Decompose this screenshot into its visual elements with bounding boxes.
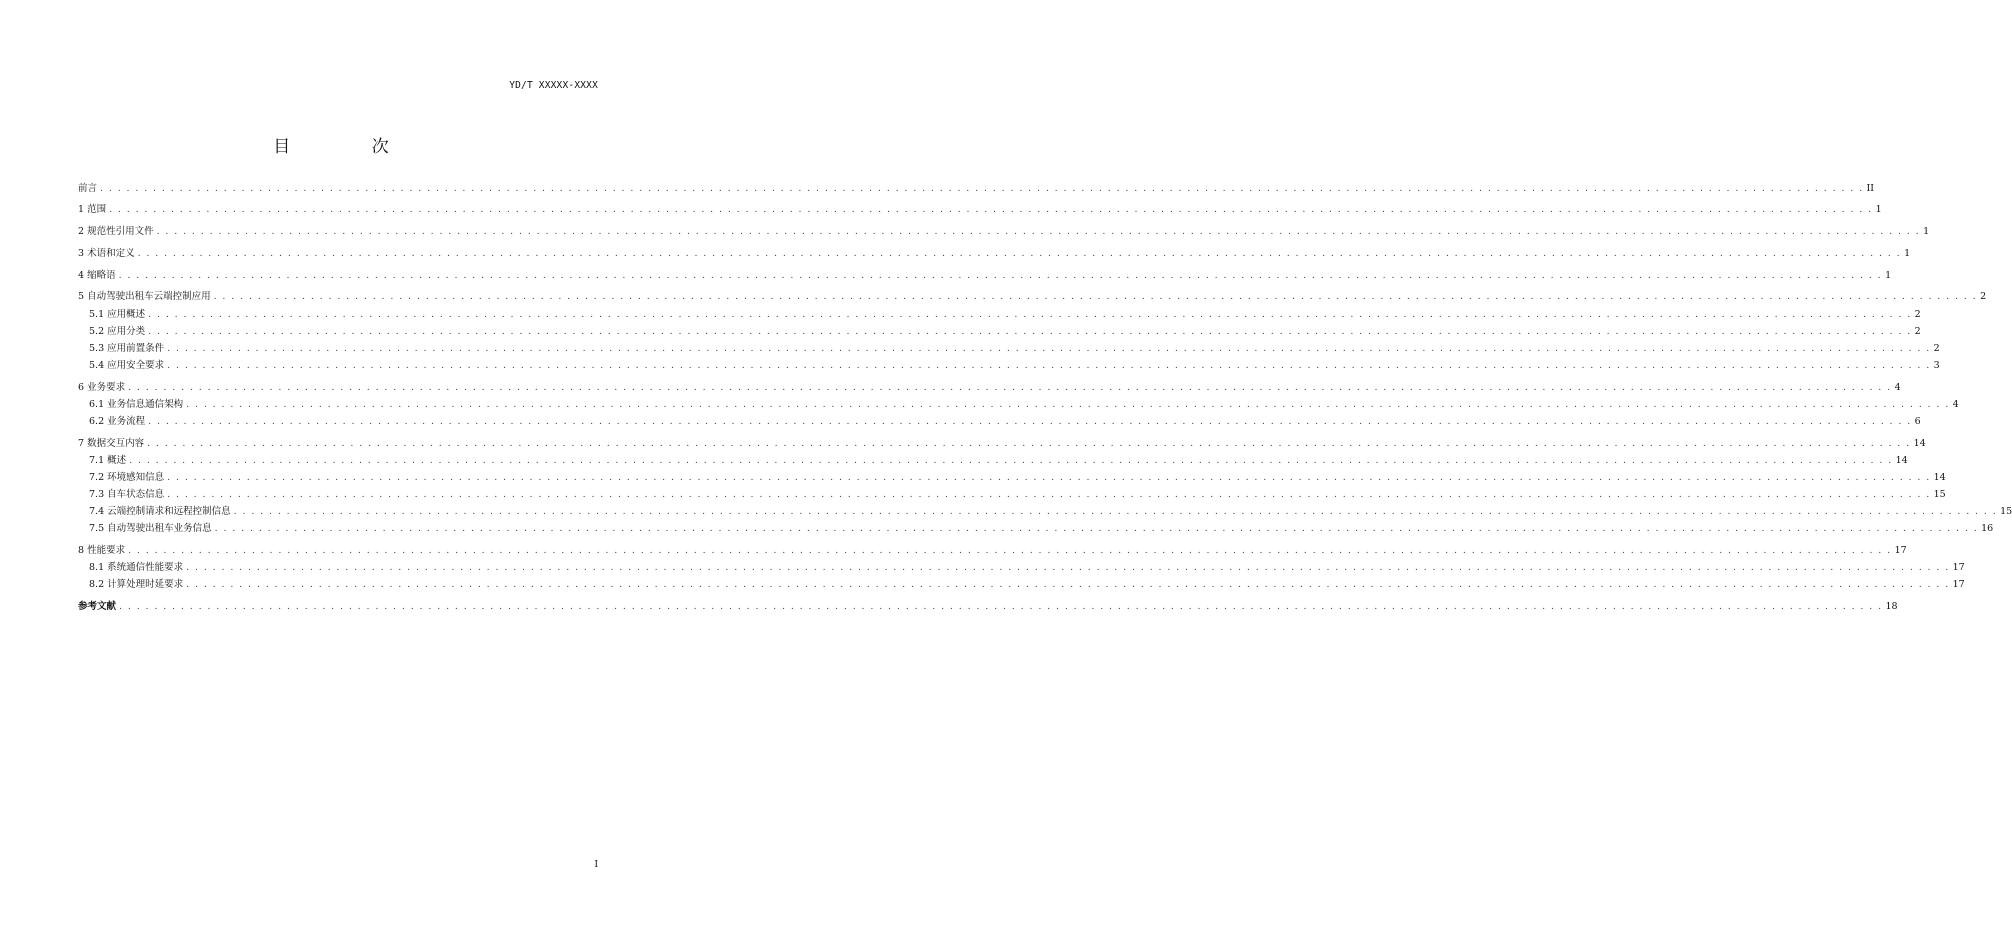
toc-entry-page: 16 — [1981, 523, 1994, 535]
toc-entry-page: 4 — [1952, 398, 1959, 410]
toc-entry-page: 2 — [1914, 325, 1921, 337]
toc-leader-dots: . . . . . . . . . . . . . . . . . . . . . . . . . . . . . . . . . . . . . . . . . . . . . . . . . . . . . . . . . . . . . . . . . . . . . . . . . . . . . . . . . . . . . . . . . . . . . . . . . . . . . . . . . . . . . . . . . . . . . . . . . . . . . . . . . . . . . . . . . . . . . . . . . . . . . . . . . . . . . . . . . . . . . . . . . . . . . . . . . . . . . . . . . . . . . . . . . . . . . . . . — [156, 226, 1921, 238]
toc-entry-page: 1 — [1875, 204, 1882, 216]
toc-entry-label: 1 范围 — [78, 204, 107, 216]
toc-leader-dots: . . . . . . . . . . . . . . . . . . . . . . . . . . . . . . . . . . . . . . . . . . . . . . . . . . . . . . . . . . . . . . . . . . . . . . . . . . . . . . . . . . . . . . . . . . . . . . . . . . . . . . . . . . . . . . . . . . . . . . . . . . . . . . . . . . . . . . . . . . . . . . . . . . . . . . . . . . . . . . . . . . . . . . . . . . . . . . . . . . . . . . . . . . . . . . . . . . . . . . . . — [167, 359, 1931, 371]
toc-entry[interactable] — [78, 306, 1921, 323]
toc-leader-dots: . . . . . . . . . . . . . . . . . . . . . . . . . . . . . . . . . . . . . . . . . . . . . . . . . . . . . . . . . . . . . . . . . . . . . . . . . . . . . . . . . . . . . . . . . . . . . . . . . . . . . . . . . . . . . . . . . . . . . . . . . . . . . . . . . . . . . . . . . . . . . . . . . . . . . . . . . . . . . . . . . . . . . . . . . . . . . . . . . . . . . . . . . . . . . . . . . . . . . . . . — [233, 505, 1998, 517]
toc-entry[interactable] — [78, 267, 1892, 284]
toc-entry[interactable] — [78, 486, 1946, 503]
toc-entry-page: 15 — [1933, 488, 1946, 500]
toc-leader-dots: . . . . . . . . . . . . . . . . . . . . . . . . . . . . . . . . . . . . . . . . . . . . . . . . . . . . . . . . . . . . . . . . . . . . . . . . . . . . . . . . . . . . . . . . . . . . . . . . . . . . . . . . . . . . . . . . . . . . . . . . . . . . . . . . . . . . . . . . . . . . . . . . . . . . . . . . . . . . . . . . . . . . . . . . . . . . . . . . . . . . . . . . . . . . . . . . . . . . . . . . — [128, 381, 1892, 393]
toc-entry[interactable] — [78, 542, 1907, 559]
toc-leader-dots: . . . . . . . . . . . . . . . . . . . . . . . . . . . . . . . . . . . . . . . . . . . . . . . . . . . . . . . . . . . . . . . . . . . . . . . . . . . . . . . . . . . . . . . . . . . . . . . . . . . . . . . . . . . . . . . . . . . . . . . . . . . . . . . . . . . . . . . . . . . . . . . . . . . . . . . . . . . . . . . . . . . . . . . . . . . . . . . . . . . . . . . . . . . . . . . . . . . . . . . . — [128, 544, 1892, 556]
toc-leader-dots: . . . . . . . . . . . . . . . . . . . . . . . . . . . . . . . . . . . . . . . . . . . . . . . . . . . . . . . . . . . . . . . . . . . . . . . . . . . . . . . . . . . . . . . . . . . . . . . . . . . . . . . . . . . . . . . . . . . . . . . . . . . . . . . . . . . . . . . . . . . . . . . . . . . . . . . . . . . . . . . . . . . . . . . . . . . . . . . . . . . . . . . . . . . . . . . . . . . . . . . . — [118, 269, 1883, 281]
toc-entry-label: 5.3 应用前置条件 — [89, 342, 165, 354]
toc-entry-page: 2 — [1980, 291, 1987, 303]
toc-entry[interactable] — [78, 357, 1940, 374]
toc-entry-label: 7 数据交互内容 — [78, 437, 145, 449]
toc-entry-label: 8 性能要求 — [78, 544, 126, 556]
toc-entry[interactable] — [78, 180, 1875, 197]
toc-leader-dots: . . . . . . . . . . . . . . . . . . . . . . . . . . . . . . . . . . . . . . . . . . . . . . . . . . . . . . . . . . . . . . . . . . . . . . . . . . . . . . . . . . . . . . . . . . . . . . . . . . . . . . . . . . . . . . . . . . . . . . . . . . . . . . . . . . . . . . . . . . . . . . . . . . . . . . . . . . . . . . . . . . . . . . . . . . . . . . . . . . . . . . . . . . . . . . . . . . . . . . . . — [186, 579, 1950, 591]
toc-entry[interactable] — [78, 576, 1965, 593]
toc-entry-label: 4 缩略语 — [78, 269, 116, 281]
toc-leader-dots: . . . . . . . . . . . . . . . . . . . . . . . . . . . . . . . . . . . . . . . . . . . . . . . . . . . . . . . . . . . . . . . . . . . . . . . . . . . . . . . . . . . . . . . . . . . . . . . . . . . . . . . . . . . . . . . . . . . . . . . . . . . . . . . . . . . . . . . . . . . . . . . . . . . . . . . . . . . . . . . . . . . . . . . . . . . . . . . . . . . . . . . . . . . . . . . . . . . . . . . . — [167, 471, 1931, 483]
toc-entry-label: 2 规范性引用文件 — [78, 226, 154, 238]
toc-entry-page: 3 — [1933, 359, 1940, 371]
toc-leader-dots: . . . . . . . . . . . . . . . . . . . . . . . . . . . . . . . . . . . . . . . . . . . . . . . . . . . . . . . . . . . . . . . . . . . . . . . . . . . . . . . . . . . . . . . . . . . . . . . . . . . . . . . . . . . . . . . . . . . . . . . . . . . . . . . . . . . . . . . . . . . . . . . . . . . . . . . . . . . . . . . . . . . . . . . . . . . . . . . . . . . . . . . . . . . . . . . . . . . . . . . . — [148, 325, 1912, 337]
toc-entry-label: 7.3 自车状态信息 — [89, 488, 165, 500]
toc-entry-page: 17 — [1894, 544, 1907, 556]
toc-leader-dots: . . . . . . . . . . . . . . . . . . . . . . . . . . . . . . . . . . . . . . . . . . . . . . . . . . . . . . . . . . . . . . . . . . . . . . . . . . . . . . . . . . . . . . . . . . . . . . . . . . . . . . . . . . . . . . . . . . . . . . . . . . . . . . . . . . . . . . . . . . . . . . . . . . . . . . . . . . . . . . . . . . . . . . . . . . . . . . . . . . . . . . . . . . . . . . . . . . . . . . . . — [186, 561, 1950, 573]
toc-entry[interactable] — [78, 379, 1901, 396]
toc-entry[interactable] — [78, 469, 1946, 486]
document-code: YD/T XXXXX-XXXX — [509, 80, 598, 91]
toc-entry-label: 5.2 应用分类 — [89, 325, 146, 337]
toc-entry-page: 15 — [2000, 505, 2012, 517]
toc-entry-label: 5.1 应用概述 — [89, 308, 146, 320]
toc-entry-page: 14 — [1895, 454, 1908, 466]
toc-entry-page: 14 — [1933, 471, 1946, 483]
toc-leader-dots: . . . . . . . . . . . . . . . . . . . . . . . . . . . . . . . . . . . . . . . . . . . . . . . . . . . . . . . . . . . . . . . . . . . . . . . . . . . . . . . . . . . . . . . . . . . . . . . . . . . . . . . . . . . . . . . . . . . . . . . . . . . . . . . . . . . . . . . . . . . . . . . . . . . . . . . . . . . . . . . . . . . . . . . . . . . . . . . . . . . . . . . . . . . . . . . . . . . . . . . . — [148, 415, 1912, 427]
page-title: 目 次 — [273, 137, 427, 157]
toc-leader-dots: . . . . . . . . . . . . . . . . . . . . . . . . . . . . . . . . . . . . . . . . . . . . . . . . . . . . . . . . . . . . . . . . . . . . . . . . . . . . . . . . . . . . . . . . . . . . . . . . . . . . . . . . . . . . . . . . . . . . . . . . . . . . . . . . . . . . . . . . . . . . . . . . . . . . . . . . . . . . . . . . . . . . . . . . . . . . . . . . . . . . . . . . . . . . . . . . . . . . . . . . — [214, 523, 1979, 535]
toc-entry-label: 5 自动驾驶出租车云端控制应用 — [78, 291, 211, 303]
toc-entry-label: 6 业务要求 — [78, 381, 126, 393]
toc-entry[interactable] — [78, 202, 1882, 219]
toc-entry-label: 5.4 应用安全要求 — [89, 359, 165, 371]
toc-leader-dots: . . . . . . . . . . . . . . . . . . . . . . . . . . . . . . . . . . . . . . . . . . . . . . . . . . . . . . . . . . . . . . . . . . . . . . . . . . . . . . . . . . . . . . . . . . . . . . . . . . . . . . . . . . . . . . . . . . . . . . . . . . . . . . . . . . . . . . . . . . . . . . . . . . . . . . . . . . . . . . . . . . . . . . . . . . . . . . . . . . . . . . . . . . . . . . . . . . . . . . . . — [129, 454, 1893, 466]
toc-entry[interactable] — [78, 435, 1926, 452]
toc-entry-page: 14 — [1913, 437, 1926, 449]
toc-entry[interactable] — [78, 521, 1994, 538]
page-number: I — [594, 860, 598, 870]
toc-leader-dots: . . . . . . . . . . . . . . . . . . . . . . . . . . . . . . . . . . . . . . . . . . . . . . . . . . . . . . . . . . . . . . . . . . . . . . . . . . . . . . . . . . . . . . . . . . . . . . . . . . . . . . . . . . . . . . . . . . . . . . . . . . . . . . . . . . . . . . . . . . . . . . . . . . . . . . . . . . . . . . . . . . . . . . . . . . . . . . . . . . . . . . . . . . . . . . . . . . . . . . . . — [167, 488, 1931, 500]
toc-entry-page: 17 — [1952, 561, 1965, 573]
toc-leader-dots: . . . . . . . . . . . . . . . . . . . . . . . . . . . . . . . . . . . . . . . . . . . . . . . . . . . . . . . . . . . . . . . . . . . . . . . . . . . . . . . . . . . . . . . . . . . . . . . . . . . . . . . . . . . . . . . . . . . . . . . . . . . . . . . . . . . . . . . . . . . . . . . . . . . . . . . . . . . . . . . . . . . . . . . . . . . . . . . . . . . . . . . . . . . . . . . . . . . . . . . . — [167, 342, 1931, 354]
toc-entry-page: 4 — [1894, 381, 1901, 393]
toc-entry[interactable] — [78, 396, 1959, 413]
toc-entry-page: 2 — [1933, 342, 1940, 354]
toc-entry[interactable] — [78, 245, 1911, 262]
toc-entry[interactable] — [78, 452, 1908, 469]
toc-entry-page: 18 — [1885, 600, 1898, 612]
toc-leader-dots: . . . . . . . . . . . . . . . . . . . . . . . . . . . . . . . . . . . . . . . . . . . . . . . . . . . . . . . . . . . . . . . . . . . . . . . . . . . . . . . . . . . . . . . . . . . . . . . . . . . . . . . . . . . . . . . . . . . . . . . . . . . . . . . . . . . . . . . . . . . . . . . . . . . . . . . . . . . . . . . . . . . . . . . . . . . . . . . . . . . . . . . . . . . . . . . . . . . . . . . . — [119, 600, 1883, 612]
toc-entry-label: 6.1 业务信息通信架构 — [89, 398, 184, 410]
toc-entry[interactable] — [78, 323, 1921, 340]
toc-entry-label: 7.2 环境感知信息 — [89, 471, 165, 483]
toc-entry-label: 3 术语和定义 — [78, 247, 135, 259]
toc-leader-dots: . . . . . . . . . . . . . . . . . . . . . . . . . . . . . . . . . . . . . . . . . . . . . . . . . . . . . . . . . . . . . . . . . . . . . . . . . . . . . . . . . . . . . . . . . . . . . . . . . . . . . . . . . . . . . . . . . . . . . . . . . . . . . . . . . . . . . . . . . . . . . . . . . . . . . . . . . . . . . . . . . . . . . . . . . . . . . . . . . . . . . . . . . . . . . . . . . . . . . . . . — [147, 437, 1911, 449]
toc-entry-label: 7.4 云端控制请求和远程控制信息 — [89, 505, 231, 517]
toc-entry[interactable] — [78, 340, 1940, 357]
toc-entry-label: 8.1 系统通信性能要求 — [89, 561, 184, 573]
toc-entry-label: 前言 — [78, 182, 98, 194]
toc-entry-page: 17 — [1952, 579, 1965, 591]
toc-entry[interactable] — [78, 289, 1987, 306]
toc-entry-label: 7.1 概述 — [89, 454, 127, 466]
toc-leader-dots: . . . . . . . . . . . . . . . . . . . . . . . . . . . . . . . . . . . . . . . . . . . . . . . . . . . . . . . . . . . . . . . . . . . . . . . . . . . . . . . . . . . . . . . . . . . . . . . . . . . . . . . . . . . . . . . . . . . . . . . . . . . . . . . . . . . . . . . . . . . . . . . . . . . . . . . . . . . . . . . . . . . . . . . . . . . . . . . . . . . . . . . . . . . . . . . . . . . . . . . . — [100, 182, 1864, 194]
toc-entry-label: 6.2 业务流程 — [89, 415, 146, 427]
toc-entry-page: 1 — [1904, 247, 1911, 259]
toc-entry-page: 6 — [1914, 415, 1921, 427]
toc-entry[interactable] — [78, 224, 1930, 241]
toc-leader-dots: . . . . . . . . . . . . . . . . . . . . . . . . . . . . . . . . . . . . . . . . . . . . . . . . . . . . . . . . . . . . . . . . . . . . . . . . . . . . . . . . . . . . . . . . . . . . . . . . . . . . . . . . . . . . . . . . . . . . . . . . . . . . . . . . . . . . . . . . . . . . . . . . . . . . . . . . . . . . . . . . . . . . . . . . . . . . . . . . . . . . . . . . . . . . . . . . . . . . . . . . — [213, 291, 1978, 303]
table-of-contents — [78, 180, 2012, 615]
toc-entry-label: 7.5 自动驾驶出租车业务信息 — [89, 523, 212, 535]
toc-entry-page: 1 — [1885, 269, 1892, 281]
toc-leader-dots: . . . . . . . . . . . . . . . . . . . . . . . . . . . . . . . . . . . . . . . . . . . . . . . . . . . . . . . . . . . . . . . . . . . . . . . . . . . . . . . . . . . . . . . . . . . . . . . . . . . . . . . . . . . . . . . . . . . . . . . . . . . . . . . . . . . . . . . . . . . . . . . . . . . . . . . . . . . . . . . . . . . . . . . . . . . . . . . . . . . . . . . . . . . . . . . . . . . . . . . . — [186, 398, 1950, 410]
toc-leader-dots: . . . . . . . . . . . . . . . . . . . . . . . . . . . . . . . . . . . . . . . . . . . . . . . . . . . . . . . . . . . . . . . . . . . . . . . . . . . . . . . . . . . . . . . . . . . . . . . . . . . . . . . . . . . . . . . . . . . . . . . . . . . . . . . . . . . . . . . . . . . . . . . . . . . . . . . . . . . . . . . . . . . . . . . . . . . . . . . . . . . . . . . . . . . . . . . . . . . . . . . . — [137, 247, 1902, 259]
toc-entry-page: 2 — [1914, 308, 1921, 320]
toc-leader-dots: . . . . . . . . . . . . . . . . . . . . . . . . . . . . . . . . . . . . . . . . . . . . . . . . . . . . . . . . . . . . . . . . . . . . . . . . . . . . . . . . . . . . . . . . . . . . . . . . . . . . . . . . . . . . . . . . . . . . . . . . . . . . . . . . . . . . . . . . . . . . . . . . . . . . . . . . . . . . . . . . . . . . . . . . . . . . . . . . . . . . . . . . . . . . . . . . . . . . . . . . — [148, 308, 1912, 320]
toc-entry[interactable] — [78, 598, 1898, 615]
toc-entry-page: 1 — [1923, 226, 1930, 238]
toc-entry[interactable] — [78, 559, 1965, 576]
toc-leader-dots: . . . . . . . . . . . . . . . . . . . . . . . . . . . . . . . . . . . . . . . . . . . . . . . . . . . . . . . . . . . . . . . . . . . . . . . . . . . . . . . . . . . . . . . . . . . . . . . . . . . . . . . . . . . . . . . . . . . . . . . . . . . . . . . . . . . . . . . . . . . . . . . . . . . . . . . . . . . . . . . . . . . . . . . . . . . . . . . . . . . . . . . . . . . . . . . . . . . . . . . . — [109, 204, 1873, 216]
toc-entry-page: II — [1866, 182, 1875, 194]
toc-entry[interactable] — [78, 503, 2012, 520]
toc-entry-label: 参考文献 — [78, 600, 117, 612]
toc-entry-label: 8.2 计算处理时延要求 — [89, 579, 184, 591]
toc-entry[interactable] — [78, 413, 1921, 430]
